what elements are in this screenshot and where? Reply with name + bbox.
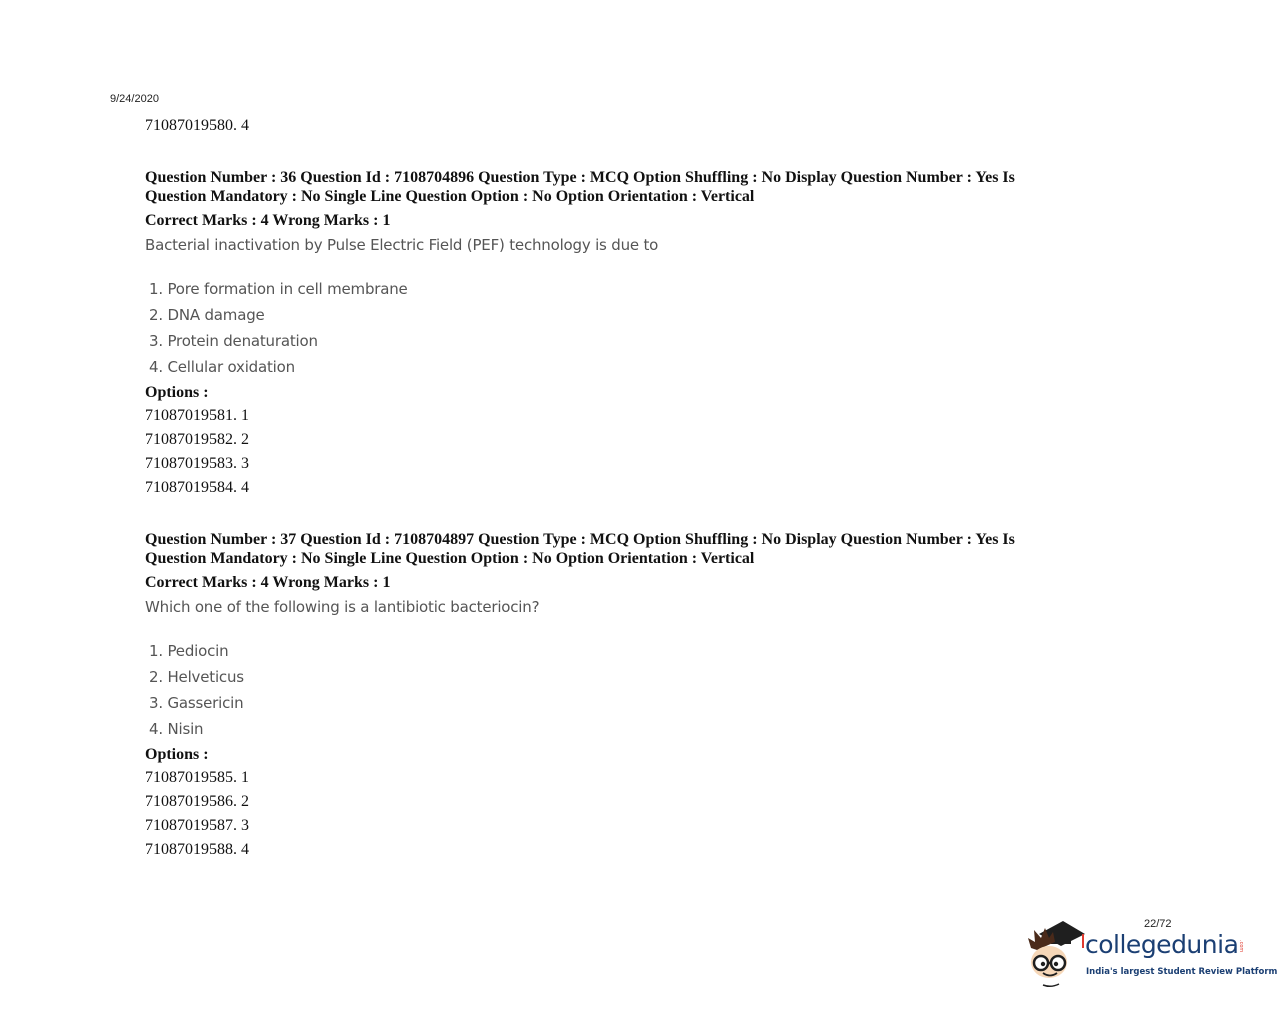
graduate-cartoon-icon [1025,918,1087,990]
question-37 [145,530,1145,862]
option-id-line: 71087019581. 1 [145,407,249,424]
choice-item: 2. DNA damage [149,306,265,324]
option-id-line: 71087019585. 1 [145,769,249,786]
page-number: 22/72 [1144,918,1172,930]
question-text: Which one of the following is a lantibiotic bacteriocin? [145,598,540,616]
choice-item: 3. Gassericin [149,694,244,712]
logo-tagline: India's largest Student Review Platform [1086,967,1278,977]
question-36 [145,168,1145,500]
choice-item: 2. Helveticus [149,668,244,686]
question-marks: Correct Marks : 4 Wrong Marks : 1 [145,574,391,591]
question-meta-continued: Question Mandatory : No Single Line Question Option : No Option Orientation : Vertical [145,550,755,567]
option-id-line: 71087019588. 4 [145,841,249,858]
option-id-line: 71087019582. 2 [145,431,249,448]
collegedunia-logo [1025,918,1278,990]
option-id-line: 71087019583. 3 [145,455,249,472]
choice-item: 1. Pore formation in cell membrane [149,280,408,298]
choice-list [149,276,1145,380]
document-body [145,114,1145,862]
option-id-line: 71087019580. 4 [145,117,249,134]
choice-item: 1. Pediocin [149,642,229,660]
option-id-line: 71087019586. 2 [145,793,249,810]
choice-item: 4. Nisin [149,720,204,738]
option-id-line: 71087019584. 4 [145,479,249,496]
logo-domain-suffix: .com [1238,940,1244,953]
question-text: Bacterial inactivation by Pulse Electric Field (PEF) technology is due to [145,236,659,254]
logo-wordmark: collegedunia [1085,930,1239,959]
print-date: 9/24/2020 [110,93,159,105]
choice-list [149,638,1145,742]
choice-item: 4. Cellular oxidation [149,358,295,376]
question-meta: Question Number : 36 Question Id : 7108704896 Question Type : MCQ Option Shuffling : No Display Question Number : Yes Is [145,169,1015,186]
options-label: Options : [145,746,209,763]
question-marks: Correct Marks : 4 Wrong Marks : 1 [145,212,391,229]
options-label: Options : [145,384,209,401]
option-id-line: 71087019587. 3 [145,817,249,834]
choice-item: 3. Protein denaturation [149,332,318,350]
question-meta-continued: Question Mandatory : No Single Line Question Option : No Option Orientation : Vertical [145,188,755,205]
question-meta: Question Number : 37 Question Id : 7108704897 Question Type : MCQ Option Shuffling : No Display Question Number : Yes Is [145,531,1015,548]
